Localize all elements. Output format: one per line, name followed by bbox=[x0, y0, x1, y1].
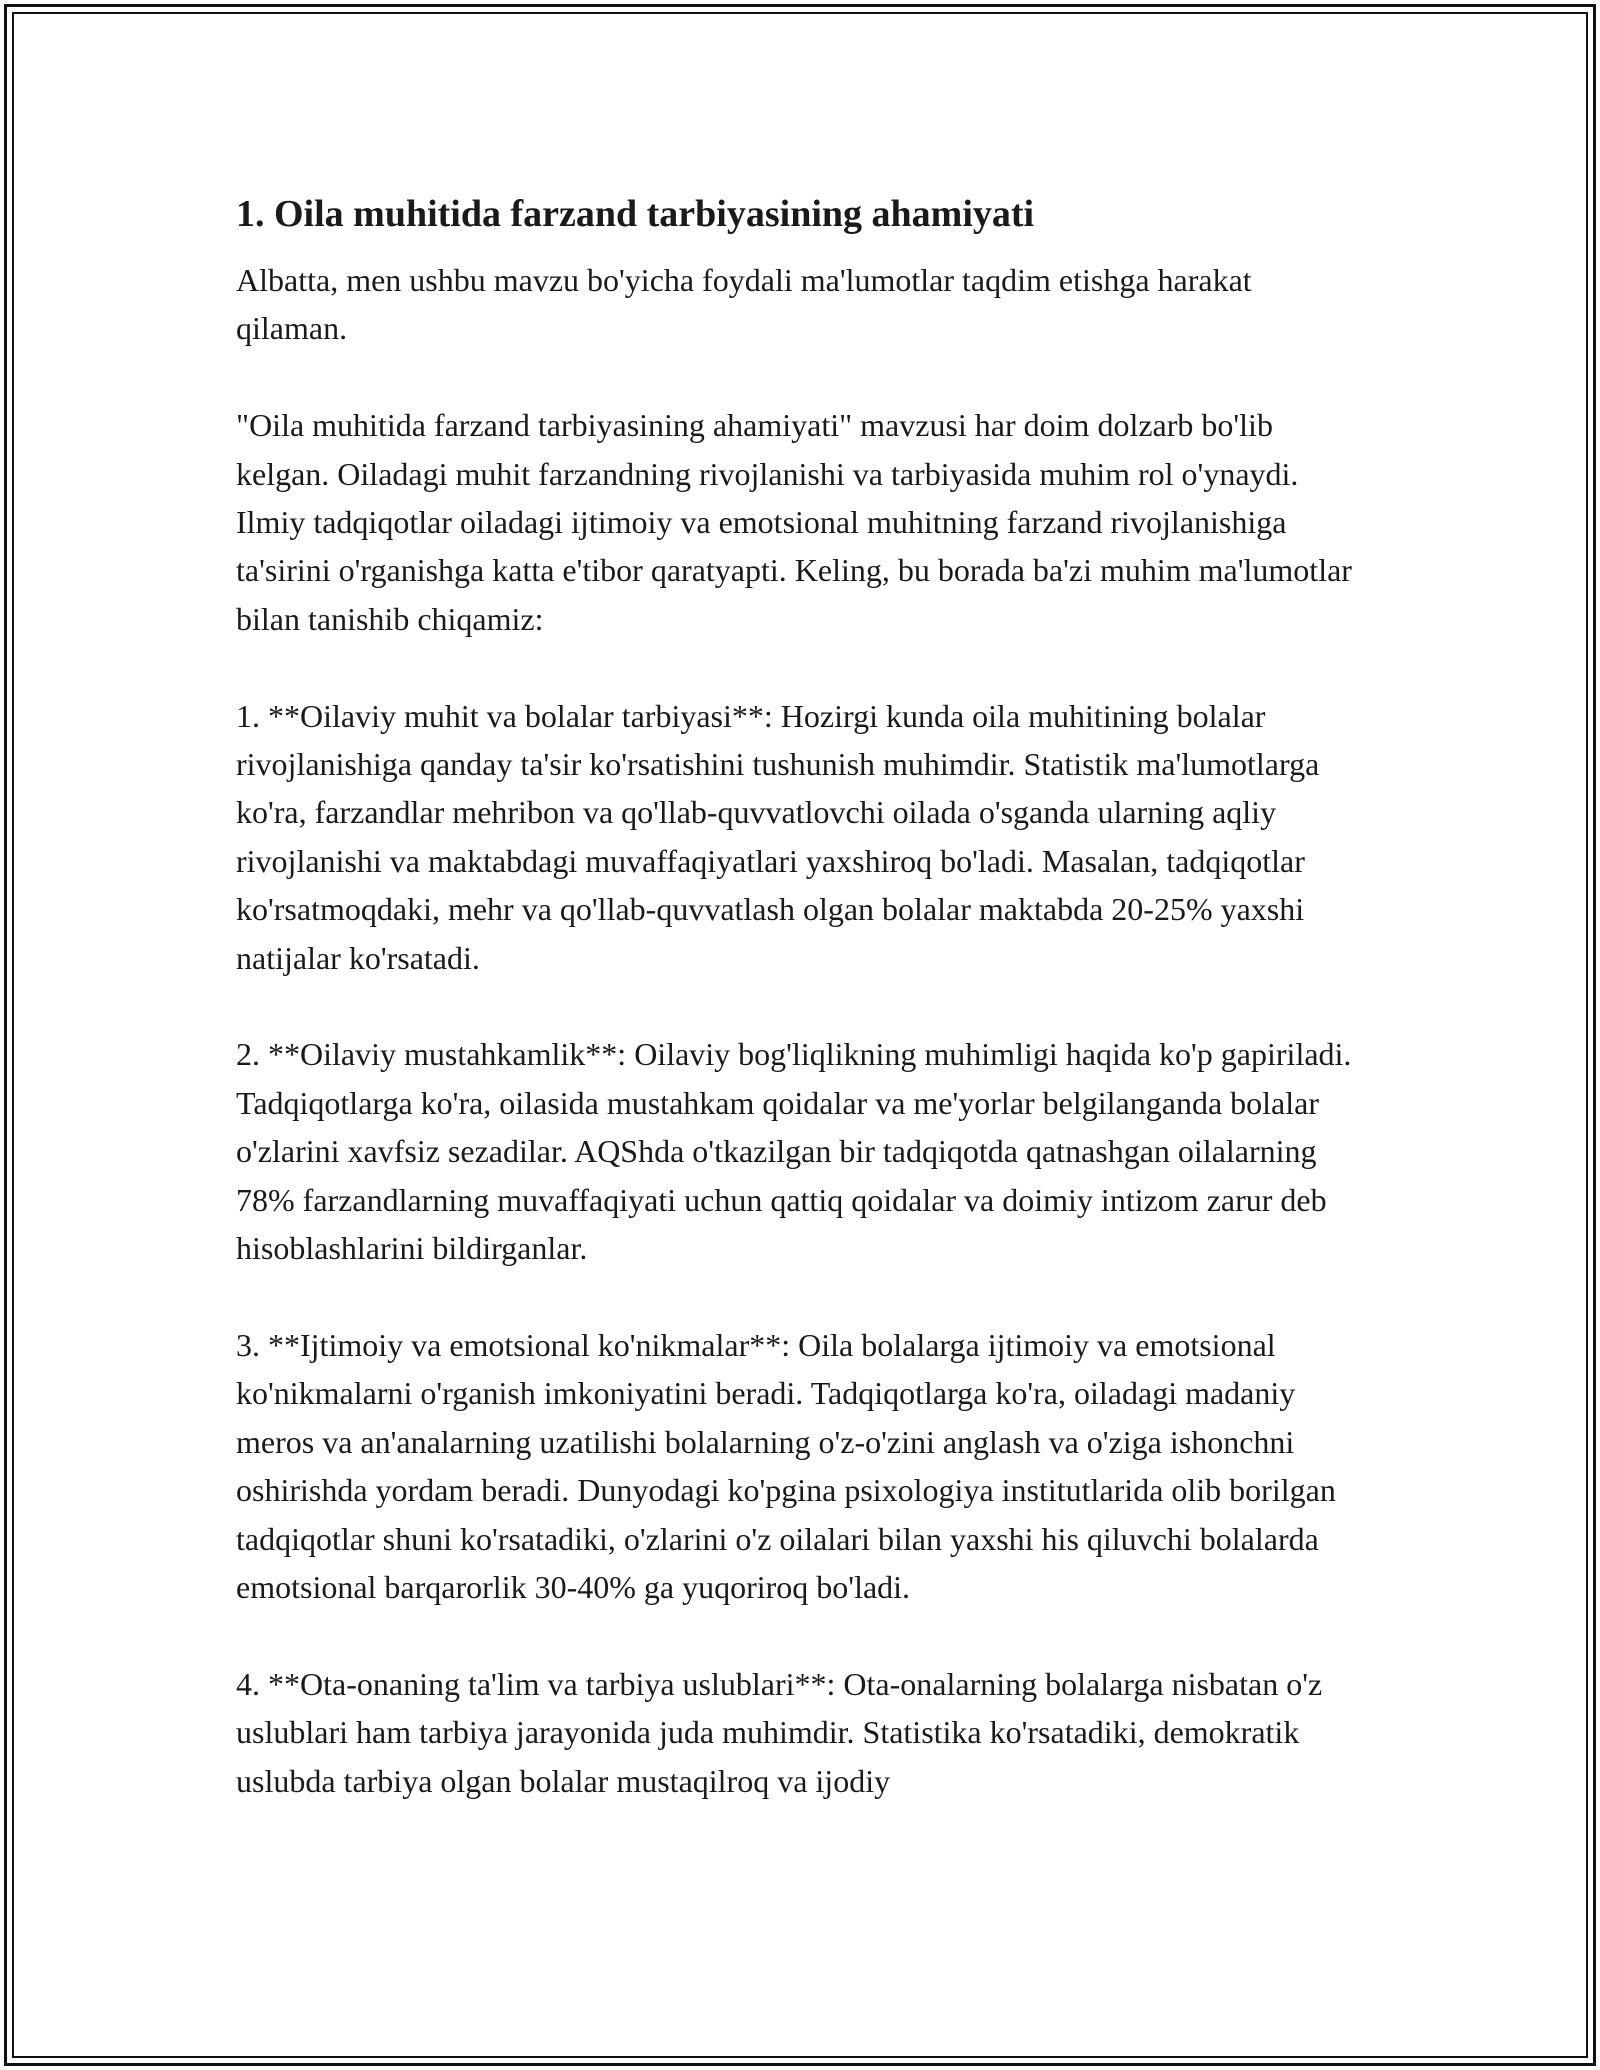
paragraph-point-2: 2. **Oilaviy mustahkamlik**: Oilaviy bog'liqlikning muhimligi haqida ko'p gapiriladi. Tadqiqotlarga ko'ra, oilasida mustahkam qoidalar va me'yorlar belgilanganda bolalar o'zlarini xavfsiz sezadilar. AQShda o'tkazilgan bir tadqiqotda qatnashgan oilalarning 78% farzandlarning muvaffaqiyati uchun qattiq qoidalar va doimiy intizom zarur deb hisoblashlarini bildirganlar. bbox=[236, 1036, 1352, 1267]
paragraph-point-1: 1. **Oilaviy muhit va bolalar tarbiyasi**: Hozirgi kunda oila muhitining bolalar rivojlanishiga qanday ta'sir ko'rsatishini tushunish muhimdir. Statistik ma'lumotlarga ko'ra, farzandlar mehribon va qo'llab-quvvatlovchi oilada o'sganda ularning aqliy rivojlanishi va maktabdagi muvaffaqiyatlari yaxshiroq bo'ladi. Masalan, tadqiqotlar ko'rsatmoqdaki, mehr va qo'llab-quvvatlash olgan bolalar maktabda 20-25% yaxshi natijalar ko'rsatadi. bbox=[236, 697, 1320, 976]
paragraph-intro: Albatta, men ushbu mavzu bo'yicha foydali ma'lumotlar taqdim etishga harakat qilaman. bbox=[236, 262, 1252, 347]
document-body bbox=[236, 186, 1366, 1853]
document-title: 1. Oila muhitida farzand tarbiyasining ahamiyati bbox=[236, 193, 1035, 235]
paragraph-point-3: 3. **Ijtimoiy va emotsional ko'nikmalar**: Oila bolalarga ijtimoiy va emotsional ko'nikmalarni o'rganish imkoniyatini beradi. Tadqiqotlarga ko'ra, oiladagi madaniy meros va an'analarning uzatilishi bolalarning o'z-o'zini anglash va o'ziga ishonchni oshirishda yordam beradi. Dunyodagi ko'pgina psixologiya institutlarida olib borilgan tadqiqotlar shuni ko'rsatadiki, o'zlarini o'z oilalari bilan yaxshi his qiluvchi bolalarda emotsional barqarorlik 30-40% ga yuqoriroq bo'ladi. bbox=[236, 1326, 1336, 1605]
paragraph-point-4: 4. **Ota-onaning ta'lim va tarbiya uslublari**: Ota-onalarning bolalarga nisbatan o'z uslublari ham tarbiya jarayonida juda muhimdir. Statistika ko'rsatadiki, demokratik uslubda tarbiya olgan bolalar mustaqilroq va ijodiy bbox=[236, 1665, 1323, 1799]
paragraph-overview: "Oila muhitida farzand tarbiyasining ahamiyati" mavzusi har doim dolzarb bo'lib kelgan. Oiladagi muhit farzandning rivojlanishi va tarbiyasida muhim rol o'ynaydi. Ilmiy tadqiqotlar oiladagi ijtimoiy va emotsional muhitning farzand rivojlanishiga ta'sirini o'rganishga katta e'tibor qaratyapti. Keling, bu borada ba'zi muhim ma'lumotlar bilan tanishib chiqamiz: bbox=[236, 407, 1352, 637]
